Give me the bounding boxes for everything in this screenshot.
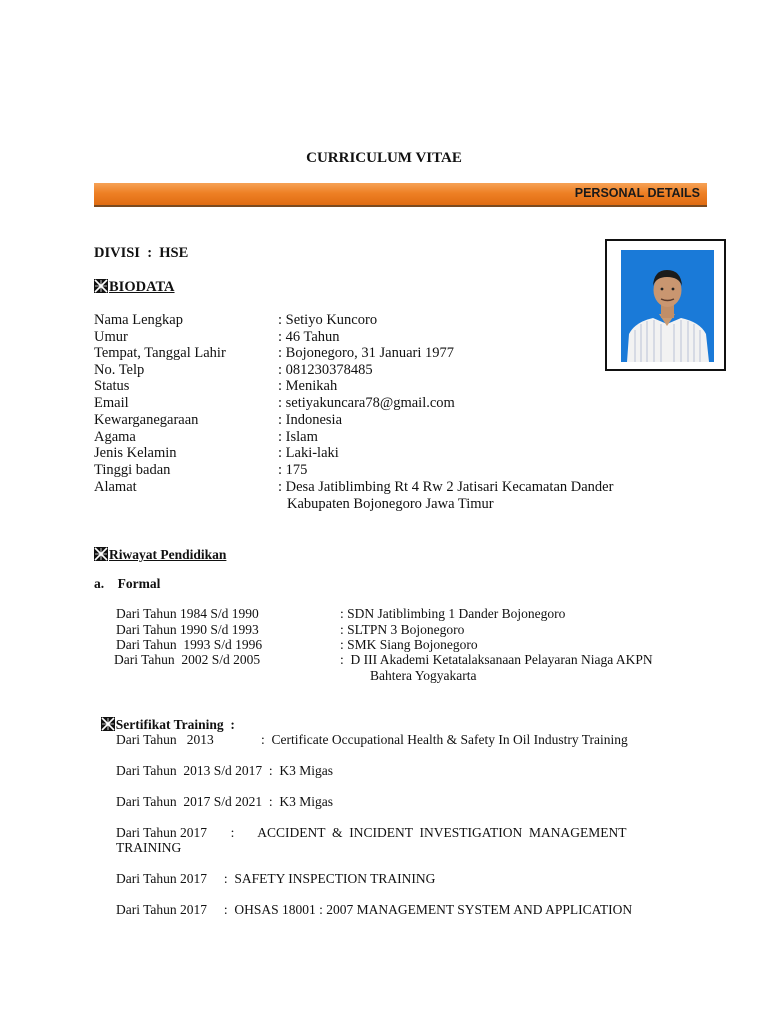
bio-label: Tempat, Tanggal Lahir	[94, 345, 226, 361]
biodata-heading	[94, 279, 175, 296]
edu-period: Dari Tahun 1990 S/d 1993	[116, 622, 259, 637]
edu-school-continued: Bahtera Yogyakarta	[370, 668, 477, 683]
divisi-line	[94, 245, 188, 262]
divisi-label: DIVISI	[94, 245, 140, 261]
band-label: PERSONAL DETAILS	[574, 186, 700, 200]
formal-subheading: a. Formal	[94, 576, 161, 591]
training-heading-text: Sertifikat Training :	[115, 717, 235, 732]
flag-icon	[94, 547, 108, 561]
bio-value: : 081230378485	[278, 362, 373, 378]
bio-value-continued: Kabupaten Bojonegoro Jawa Timur	[287, 496, 494, 512]
training-entry: Dari Tahun 2017 : SAFETY INSPECTION TRAINING	[116, 871, 436, 886]
bio-label: Status	[94, 378, 130, 394]
edu-school: : SDN Jatiblimbing 1 Dander Bojonegoro	[340, 606, 566, 621]
bio-value: : Laki-laki	[278, 445, 339, 461]
training-entry: Dari Tahun 2017 : ACCIDENT & INCIDENT INVESTIGATION MANAGEMENT	[116, 825, 627, 840]
training-entry-continued: TRAINING	[116, 840, 182, 855]
bio-value: : Setiyo Kuncoro	[278, 312, 378, 328]
edu-period: Dari Tahun 1993 S/d 1996	[116, 637, 263, 652]
profile-photo	[621, 250, 714, 362]
bio-value: : Islam	[278, 429, 318, 445]
bio-label: Agama	[94, 429, 136, 445]
edu-period: Dari Tahun 2002 S/d 2005	[114, 652, 261, 667]
personal-details-band	[94, 183, 707, 207]
training-entry: Dari Tahun 2017 S/d 2021 : K3 Migas	[116, 794, 334, 809]
document-title: CURRICULUM VITAE	[306, 150, 462, 166]
bio-value: : Bojonegoro, 31 Januari 1977	[278, 345, 454, 361]
edu-school: : SLTPN 3 Bojonegoro	[340, 622, 465, 637]
profile-photo-frame	[605, 239, 726, 371]
training-heading	[94, 701, 235, 733]
bio-label: Email	[94, 395, 129, 411]
bio-value: : Menikah	[278, 378, 338, 394]
divisi-sep: :	[147, 245, 153, 261]
training-entry: Dari Tahun 2013 : Certificate Occupational Health & Safety In Oil Industry Training	[116, 732, 628, 747]
bio-label: Tinggi badan	[94, 462, 171, 478]
bio-value: : Indonesia	[278, 412, 343, 428]
bio-value: : 46 Tahun	[278, 329, 340, 345]
edu-school: : D III Akademi Ketatalaksanaan Pelayaran Niaga AKPN	[340, 652, 653, 667]
bio-label: Kewarganegaraan	[94, 412, 199, 428]
edu-period: Dari Tahun 1984 S/d 1990	[116, 606, 259, 621]
edu-school: : SMK Siang Bojonegoro	[340, 637, 478, 652]
flag-icon	[94, 279, 108, 293]
bio-label: Nama Lengkap	[94, 312, 183, 328]
training-entry: Dari Tahun 2013 S/d 2017 : K3 Migas	[116, 763, 334, 778]
bio-label: Jenis Kelamin	[94, 445, 177, 461]
pendidikan-heading-text: Riwayat Pendidikan	[109, 547, 227, 562]
bio-label: Umur	[94, 329, 128, 345]
divisi-value: HSE	[159, 245, 189, 261]
bio-label: Alamat	[94, 479, 137, 495]
biodata-heading-text: BIODATA	[109, 279, 175, 295]
bio-value: : setiyakuncara78@gmail.com	[278, 395, 455, 411]
pendidikan-heading	[94, 547, 226, 563]
bio-value: : 175	[278, 462, 308, 478]
flag-icon	[101, 717, 115, 731]
training-entry: Dari Tahun 2017 : OHSAS 18001 : 2007 MANAGEMENT SYSTEM AND APPLICATION	[116, 902, 633, 917]
bio-value: : Desa Jatiblimbing Rt 4 Rw 2 Jatisari Kecamatan Dander	[278, 479, 614, 495]
bio-label: No. Telp	[94, 362, 145, 378]
